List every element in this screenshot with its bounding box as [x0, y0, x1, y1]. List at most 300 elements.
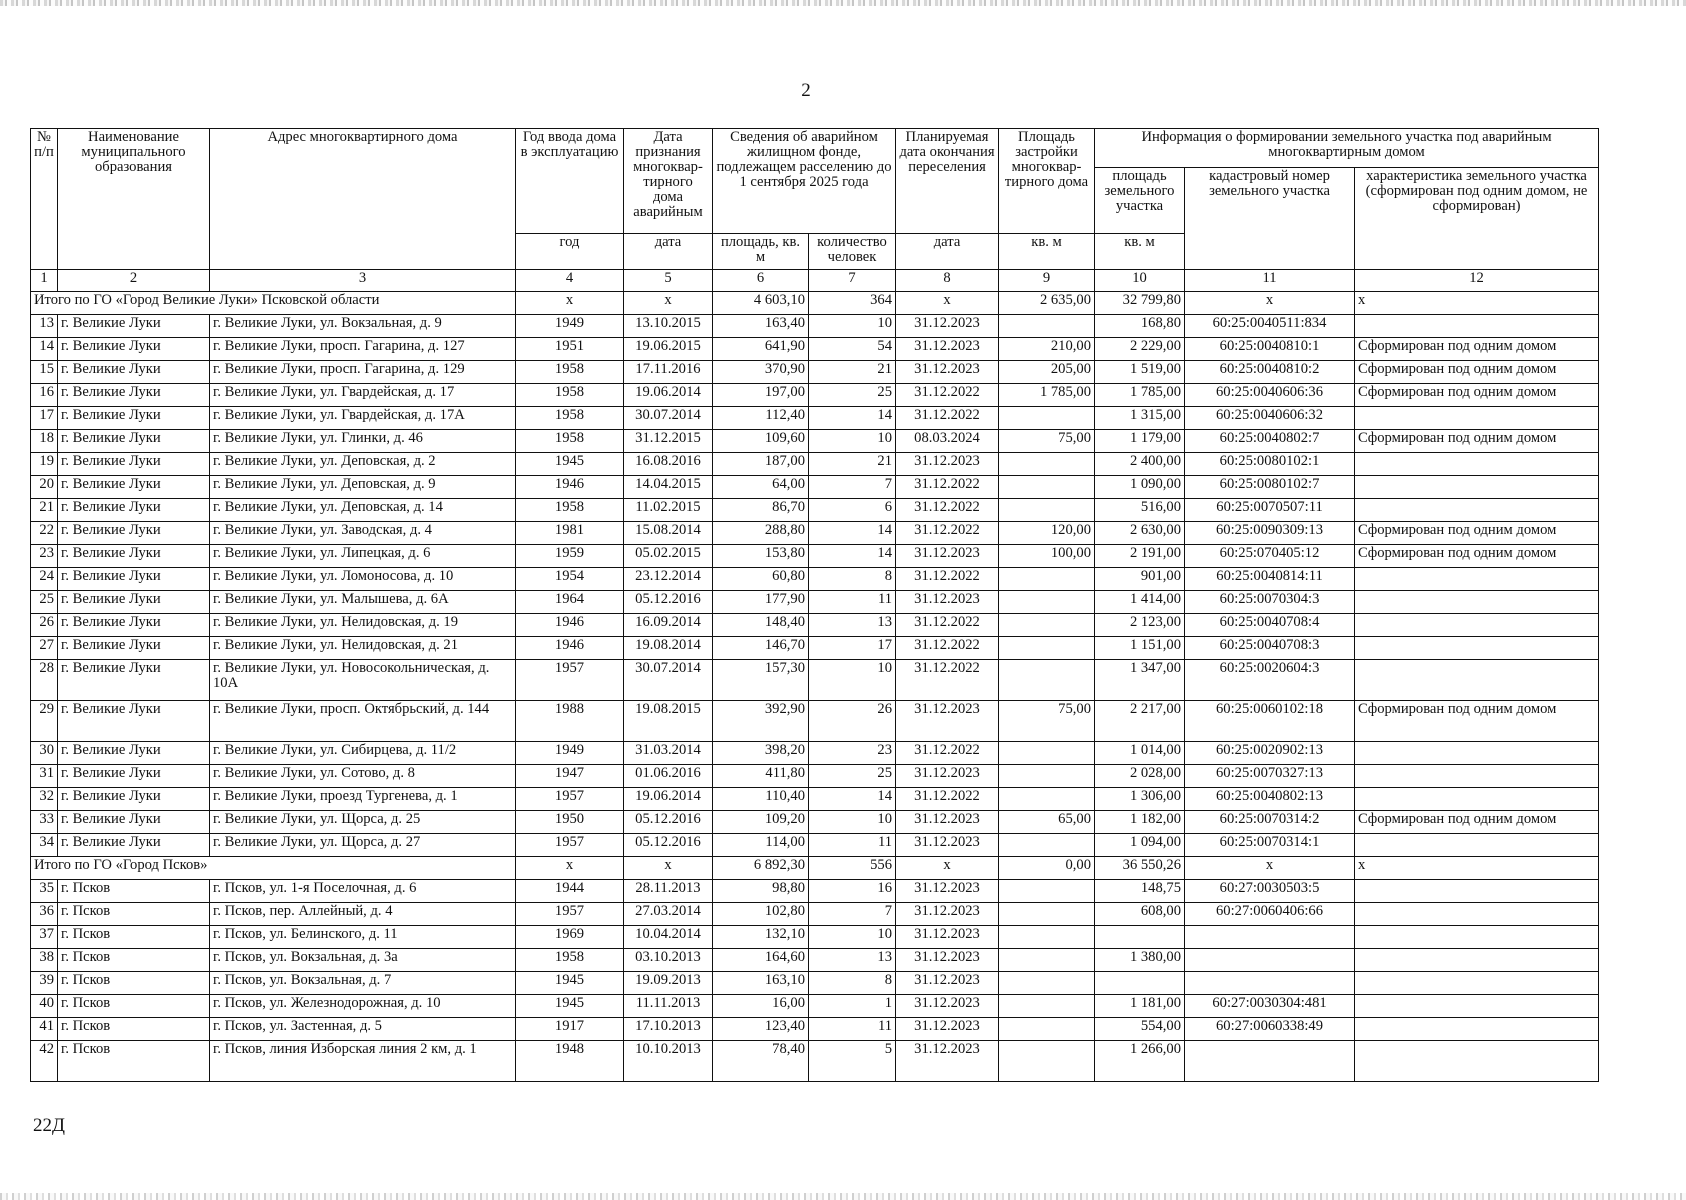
row-address: г. Великие Луки, ул. Гвардейская, д. 17А [210, 407, 516, 430]
row-land-char [1355, 637, 1599, 660]
row-land-char: Сформирован под одним домом [1355, 545, 1599, 568]
header-unit-land: кв. м [1095, 234, 1185, 270]
table-row [31, 407, 1599, 430]
row-municipality: г. Великие Луки [58, 476, 210, 499]
row-year: 1959 [516, 545, 624, 568]
row-year: 1958 [516, 430, 624, 453]
row-area: 112,40 [713, 407, 809, 430]
row-land-char [1355, 591, 1599, 614]
row-number: 14 [31, 338, 58, 361]
table-row [31, 742, 1599, 765]
row-cadastral: 60:25:0060102:18 [1185, 701, 1355, 742]
row-people: 54 [809, 338, 896, 361]
row-plan-date: 31.12.2023 [896, 972, 999, 995]
row-people: 8 [809, 568, 896, 591]
total-land-area: 32 799,80 [1095, 292, 1185, 315]
header-cadastral: кадастровый номер земельного участка [1185, 168, 1355, 270]
row-cadastral: 60:25:0040708:3 [1185, 637, 1355, 660]
row-land-area: 148,75 [1095, 880, 1185, 903]
row-municipality: г. Великие Луки [58, 522, 210, 545]
row-recognition-date: 11.11.2013 [624, 995, 713, 1018]
row-people: 23 [809, 742, 896, 765]
row-municipality: г. Псков [58, 926, 210, 949]
row-people: 11 [809, 834, 896, 857]
row-address: г. Великие Луки, ул. Вокзальная, д. 9 [210, 315, 516, 338]
header-built-area: Площадь застройки многоквар-тирного дома [999, 129, 1095, 234]
table-row [31, 522, 1599, 545]
row-built-area [999, 949, 1095, 972]
col-num: 1 [31, 270, 58, 292]
row-built-area [999, 765, 1095, 788]
row-land-char [1355, 1041, 1599, 1082]
row-municipality: г. Великие Луки [58, 430, 210, 453]
row-plan-date: 31.12.2023 [896, 545, 999, 568]
row-address: г. Великие Луки, ул. Щорса, д. 25 [210, 811, 516, 834]
row-land-char: Сформирован под одним домом [1355, 338, 1599, 361]
row-plan-date: 31.12.2022 [896, 522, 999, 545]
row-land-char: Сформирован под одним домом [1355, 430, 1599, 453]
row-land-char [1355, 660, 1599, 701]
total-area: 4 603,10 [713, 292, 809, 315]
table-row [31, 788, 1599, 811]
row-address: г. Великие Луки, ул. Новосокольническая, д. 10А [210, 660, 516, 701]
row-land-char [1355, 499, 1599, 522]
row-area: 163,40 [713, 315, 809, 338]
row-area: 641,90 [713, 338, 809, 361]
row-cadastral: 60:25:0040802:7 [1185, 430, 1355, 453]
row-year: 1944 [516, 880, 624, 903]
row-cadastral: 60:25:0070304:3 [1185, 591, 1355, 614]
header-land-char: характеристика земельного участка (сформирован под одним домом, не сформирован) [1355, 168, 1599, 270]
row-land-area: 2 123,00 [1095, 614, 1185, 637]
row-area: 187,00 [713, 453, 809, 476]
row-land-char [1355, 903, 1599, 926]
row-built-area [999, 407, 1095, 430]
row-recognition-date: 19.06.2015 [624, 338, 713, 361]
header-unit-date: дата [624, 234, 713, 270]
row-year: 1958 [516, 384, 624, 407]
row-plan-date: 31.12.2023 [896, 903, 999, 926]
row-recognition-date: 19.09.2013 [624, 972, 713, 995]
row-people: 10 [809, 811, 896, 834]
row-municipality: г. Псков [58, 995, 210, 1018]
row-area: 109,60 [713, 430, 809, 453]
col-num: 11 [1185, 270, 1355, 292]
row-people: 16 [809, 880, 896, 903]
row-recognition-date: 01.06.2016 [624, 765, 713, 788]
total-date: х [624, 292, 713, 315]
header-land-info: Информация о формировании земельного участка под аварийным многоквартирным домом [1095, 129, 1599, 168]
row-people: 11 [809, 1018, 896, 1041]
row-address: г. Великие Луки, ул. Малышева, д. 6А [210, 591, 516, 614]
row-municipality: г. Великие Луки [58, 361, 210, 384]
row-plan-date: 31.12.2023 [896, 338, 999, 361]
row-built-area [999, 995, 1095, 1018]
row-land-char [1355, 453, 1599, 476]
row-built-area [999, 660, 1095, 701]
row-built-area: 65,00 [999, 811, 1095, 834]
row-land-area: 2 191,00 [1095, 545, 1185, 568]
row-cadastral: 60:25:0090309:13 [1185, 522, 1355, 545]
row-municipality: г. Великие Луки [58, 384, 210, 407]
table-row [31, 701, 1599, 742]
row-address: г. Псков, ул. Застенная, д. 5 [210, 1018, 516, 1041]
row-plan-date: 31.12.2023 [896, 811, 999, 834]
total-cadastral: х [1185, 292, 1355, 315]
row-plan-date: 31.12.2022 [896, 614, 999, 637]
row-land-area: 168,80 [1095, 315, 1185, 338]
row-recognition-date: 16.09.2014 [624, 614, 713, 637]
total-row [31, 292, 1599, 315]
row-number: 26 [31, 614, 58, 637]
row-plan-date: 31.12.2023 [896, 701, 999, 742]
row-area: 110,40 [713, 788, 809, 811]
col-num: 6 [713, 270, 809, 292]
row-municipality: г. Великие Луки [58, 499, 210, 522]
row-land-area: 1 181,00 [1095, 995, 1185, 1018]
page-number: 2 [801, 80, 811, 101]
row-number: 35 [31, 880, 58, 903]
row-municipality: г. Великие Луки [58, 407, 210, 430]
row-land-char: Сформирован под одним домом [1355, 361, 1599, 384]
total-label: Итого по ГО «Город Великие Луки» Псковской области [31, 292, 516, 315]
row-address: г. Псков, пер. Аллейный, д. 4 [210, 903, 516, 926]
row-recognition-date: 05.02.2015 [624, 545, 713, 568]
row-address: г. Великие Луки, ул. Щорса, д. 27 [210, 834, 516, 857]
row-people: 25 [809, 384, 896, 407]
row-municipality: г. Великие Луки [58, 545, 210, 568]
row-people: 10 [809, 660, 896, 701]
row-year: 1948 [516, 1041, 624, 1082]
table-row [31, 568, 1599, 591]
table-row [31, 453, 1599, 476]
header-year: Год ввода дома в эксплуатацию [516, 129, 624, 234]
row-address: г. Великие Луки, ул. Нелидовская, д. 19 [210, 614, 516, 637]
row-cadastral: 60:25:0020902:13 [1185, 742, 1355, 765]
row-land-char: Сформирован под одним домом [1355, 701, 1599, 742]
row-plan-date: 08.03.2024 [896, 430, 999, 453]
row-address: г. Великие Луки, ул. Липецкая, д. 6 [210, 545, 516, 568]
row-recognition-date: 19.06.2014 [624, 384, 713, 407]
row-year: 1964 [516, 591, 624, 614]
table-row [31, 591, 1599, 614]
col-num: 8 [896, 270, 999, 292]
row-cadastral: 60:27:0060406:66 [1185, 903, 1355, 926]
row-recognition-date: 27.03.2014 [624, 903, 713, 926]
row-area: 398,20 [713, 742, 809, 765]
row-plan-date: 31.12.2022 [896, 568, 999, 591]
row-municipality: г. Великие Луки [58, 568, 210, 591]
row-year: 1951 [516, 338, 624, 361]
table-row [31, 338, 1599, 361]
row-year: 1958 [516, 499, 624, 522]
row-year: 1946 [516, 637, 624, 660]
row-land-char [1355, 742, 1599, 765]
header-emergency-info: Сведения об аварийном жилищном фонде, подлежащем расселению до 1 сентября 2025 года [713, 129, 896, 234]
row-built-area: 120,00 [999, 522, 1095, 545]
row-land-char [1355, 614, 1599, 637]
header-unit-built: кв. м [999, 234, 1095, 270]
row-area: 123,40 [713, 1018, 809, 1041]
row-cadastral: 60:25:070405:12 [1185, 545, 1355, 568]
header-unit-plan-date: дата [896, 234, 999, 270]
table-row [31, 660, 1599, 701]
row-land-area: 2 400,00 [1095, 453, 1185, 476]
total-label: Итого по ГО «Город Псков» [31, 857, 516, 880]
row-number: 32 [31, 788, 58, 811]
total-row [31, 857, 1599, 880]
row-land-char [1355, 880, 1599, 903]
row-cadastral: 60:25:0040802:13 [1185, 788, 1355, 811]
row-land-area: 1 266,00 [1095, 1041, 1185, 1082]
row-year: 1957 [516, 788, 624, 811]
row-address: г. Великие Луки, просп. Гагарина, д. 129 [210, 361, 516, 384]
row-address: г. Псков, ул. Железнодорожная, д. 10 [210, 995, 516, 1018]
col-num: 9 [999, 270, 1095, 292]
total-date: х [624, 857, 713, 880]
row-land-area: 1 347,00 [1095, 660, 1185, 701]
row-land-area: 1 306,00 [1095, 788, 1185, 811]
row-people: 14 [809, 407, 896, 430]
table-row [31, 811, 1599, 834]
row-land-area: 1 179,00 [1095, 430, 1185, 453]
row-recognition-date: 19.08.2015 [624, 701, 713, 742]
row-plan-date: 31.12.2022 [896, 476, 999, 499]
table-row [31, 995, 1599, 1018]
row-plan-date: 31.12.2023 [896, 995, 999, 1018]
row-year: 1945 [516, 972, 624, 995]
row-built-area [999, 591, 1095, 614]
row-number: 13 [31, 315, 58, 338]
row-cadastral [1185, 1041, 1355, 1082]
row-built-area [999, 476, 1095, 499]
row-municipality: г. Великие Луки [58, 315, 210, 338]
row-land-char [1355, 765, 1599, 788]
row-plan-date: 31.12.2022 [896, 660, 999, 701]
row-built-area: 1 785,00 [999, 384, 1095, 407]
row-plan-date: 31.12.2023 [896, 834, 999, 857]
row-number: 21 [31, 499, 58, 522]
row-land-area: 1 414,00 [1095, 591, 1185, 614]
row-municipality: г. Великие Луки [58, 811, 210, 834]
row-recognition-date: 10.04.2014 [624, 926, 713, 949]
row-built-area [999, 880, 1095, 903]
row-recognition-date: 05.12.2016 [624, 834, 713, 857]
row-address: г. Великие Луки, проезд Тургенева, д. 1 [210, 788, 516, 811]
row-address: г. Псков, ул. 1-я Поселочная, д. 6 [210, 880, 516, 903]
row-year: 1957 [516, 660, 624, 701]
row-built-area [999, 568, 1095, 591]
row-land-char [1355, 949, 1599, 972]
row-land-char [1355, 788, 1599, 811]
row-recognition-date: 31.03.2014 [624, 742, 713, 765]
row-recognition-date: 19.06.2014 [624, 788, 713, 811]
row-built-area [999, 315, 1095, 338]
row-year: 1917 [516, 1018, 624, 1041]
row-area: 163,10 [713, 972, 809, 995]
row-recognition-date: 15.08.2014 [624, 522, 713, 545]
row-address: г. Псков, ул. Вокзальная, д. 7 [210, 972, 516, 995]
row-number: 38 [31, 949, 58, 972]
row-area: 177,90 [713, 591, 809, 614]
row-people: 26 [809, 701, 896, 742]
row-number: 30 [31, 742, 58, 765]
total-cadastral: х [1185, 857, 1355, 880]
row-plan-date: 31.12.2023 [896, 880, 999, 903]
row-address: г. Великие Луки, ул. Деповская, д. 14 [210, 499, 516, 522]
row-year: 1957 [516, 903, 624, 926]
row-number: 19 [31, 453, 58, 476]
scan-edge-bottom [0, 1193, 1686, 1200]
document-code: 22Д [33, 1115, 65, 1136]
scan-edge-top [0, 0, 1686, 6]
row-people: 1 [809, 995, 896, 1018]
row-recognition-date: 05.12.2016 [624, 591, 713, 614]
row-cadastral: 60:27:0030304:481 [1185, 995, 1355, 1018]
row-cadastral: 60:25:0040511:834 [1185, 315, 1355, 338]
row-municipality: г. Псков [58, 880, 210, 903]
row-recognition-date: 13.10.2015 [624, 315, 713, 338]
row-land-area: 1 094,00 [1095, 834, 1185, 857]
header-municipality: Наименование муниципального образования [58, 129, 210, 270]
row-area: 288,80 [713, 522, 809, 545]
row-municipality: г. Великие Луки [58, 637, 210, 660]
total-plan-date: х [896, 857, 999, 880]
row-people: 14 [809, 522, 896, 545]
row-land-char [1355, 926, 1599, 949]
row-recognition-date: 11.02.2015 [624, 499, 713, 522]
table-row [31, 476, 1599, 499]
row-cadastral [1185, 926, 1355, 949]
row-land-char: Сформирован под одним домом [1355, 384, 1599, 407]
header-no: № п/п [31, 129, 58, 270]
table-row [31, 926, 1599, 949]
row-year: 1958 [516, 407, 624, 430]
row-municipality: г. Великие Луки [58, 614, 210, 637]
row-land-char: Сформирован под одним домом [1355, 811, 1599, 834]
header-unit-people: количество человек [809, 234, 896, 270]
row-people: 11 [809, 591, 896, 614]
table-row [31, 949, 1599, 972]
row-number: 17 [31, 407, 58, 430]
row-year: 1946 [516, 476, 624, 499]
row-built-area: 75,00 [999, 701, 1095, 742]
header-unit-year: год [516, 234, 624, 270]
row-area: 197,00 [713, 384, 809, 407]
row-built-area: 75,00 [999, 430, 1095, 453]
table-body [31, 129, 1599, 1082]
row-address: г. Псков, ул. Вокзальная, д. 3а [210, 949, 516, 972]
row-land-char [1355, 1018, 1599, 1041]
col-num: 10 [1095, 270, 1185, 292]
row-address: г. Псков, ул. Белинского, д. 11 [210, 926, 516, 949]
row-address: г. Великие Луки, ул. Гвардейская, д. 17 [210, 384, 516, 407]
header-row-1 [31, 129, 1599, 168]
row-land-area [1095, 972, 1185, 995]
total-area: 6 892,30 [713, 857, 809, 880]
row-land-area: 2 217,00 [1095, 701, 1185, 742]
row-cadastral: 60:25:0070327:13 [1185, 765, 1355, 788]
row-cadastral: 60:25:0040814:11 [1185, 568, 1355, 591]
row-recognition-date: 03.10.2013 [624, 949, 713, 972]
row-area: 60,80 [713, 568, 809, 591]
row-area: 64,00 [713, 476, 809, 499]
row-cadastral: 60:25:0040606:36 [1185, 384, 1355, 407]
row-plan-date: 31.12.2022 [896, 637, 999, 660]
row-plan-date: 31.12.2023 [896, 591, 999, 614]
row-land-area: 1 519,00 [1095, 361, 1185, 384]
row-number: 22 [31, 522, 58, 545]
header-unit-area: площадь, кв. м [713, 234, 809, 270]
row-area: 411,80 [713, 765, 809, 788]
row-municipality: г. Псков [58, 972, 210, 995]
row-land-char [1355, 476, 1599, 499]
row-area: 16,00 [713, 995, 809, 1018]
row-land-area: 1 090,00 [1095, 476, 1185, 499]
table-row [31, 637, 1599, 660]
row-number: 31 [31, 765, 58, 788]
total-built-area: 0,00 [999, 857, 1095, 880]
row-built-area [999, 788, 1095, 811]
total-people: 556 [809, 857, 896, 880]
row-area: 109,20 [713, 811, 809, 834]
row-year: 1958 [516, 361, 624, 384]
row-year: 1981 [516, 522, 624, 545]
row-land-area: 1 182,00 [1095, 811, 1185, 834]
row-land-char [1355, 972, 1599, 995]
row-land-area: 516,00 [1095, 499, 1185, 522]
table-row [31, 880, 1599, 903]
row-recognition-date: 10.10.2013 [624, 1041, 713, 1082]
row-number: 16 [31, 384, 58, 407]
row-address: г. Великие Луки, ул. Заводская, д. 4 [210, 522, 516, 545]
row-cadastral: 60:27:0030503:5 [1185, 880, 1355, 903]
row-year: 1988 [516, 701, 624, 742]
row-land-area: 608,00 [1095, 903, 1185, 926]
row-built-area [999, 926, 1095, 949]
row-plan-date: 31.12.2023 [896, 453, 999, 476]
row-land-area: 1 380,00 [1095, 949, 1185, 972]
row-address: г. Великие Луки, ул. Сибирцева, д. 11/2 [210, 742, 516, 765]
emergency-housing-table [30, 128, 1599, 1082]
row-land-char [1355, 407, 1599, 430]
row-built-area [999, 972, 1095, 995]
row-built-area [999, 1018, 1095, 1041]
table-row [31, 765, 1599, 788]
row-built-area [999, 453, 1095, 476]
row-land-char: Сформирован под одним домом [1355, 522, 1599, 545]
row-plan-date: 31.12.2023 [896, 1018, 999, 1041]
row-recognition-date: 05.12.2016 [624, 811, 713, 834]
row-people: 10 [809, 315, 896, 338]
row-cadastral: 60:27:0060338:49 [1185, 1018, 1355, 1041]
row-people: 10 [809, 430, 896, 453]
col-num: 2 [58, 270, 210, 292]
row-recognition-date: 16.08.2016 [624, 453, 713, 476]
row-cadastral: 60:25:0070314:1 [1185, 834, 1355, 857]
row-number: 24 [31, 568, 58, 591]
row-cadastral: 60:25:0040606:32 [1185, 407, 1355, 430]
row-area: 148,40 [713, 614, 809, 637]
row-cadastral [1185, 972, 1355, 995]
row-number: 39 [31, 972, 58, 995]
row-plan-date: 31.12.2023 [896, 949, 999, 972]
row-address: г. Великие Луки, ул. Сотово, д. 8 [210, 765, 516, 788]
row-municipality: г. Псков [58, 1018, 210, 1041]
col-num: 5 [624, 270, 713, 292]
row-year: 1945 [516, 995, 624, 1018]
row-plan-date: 31.12.2023 [896, 361, 999, 384]
